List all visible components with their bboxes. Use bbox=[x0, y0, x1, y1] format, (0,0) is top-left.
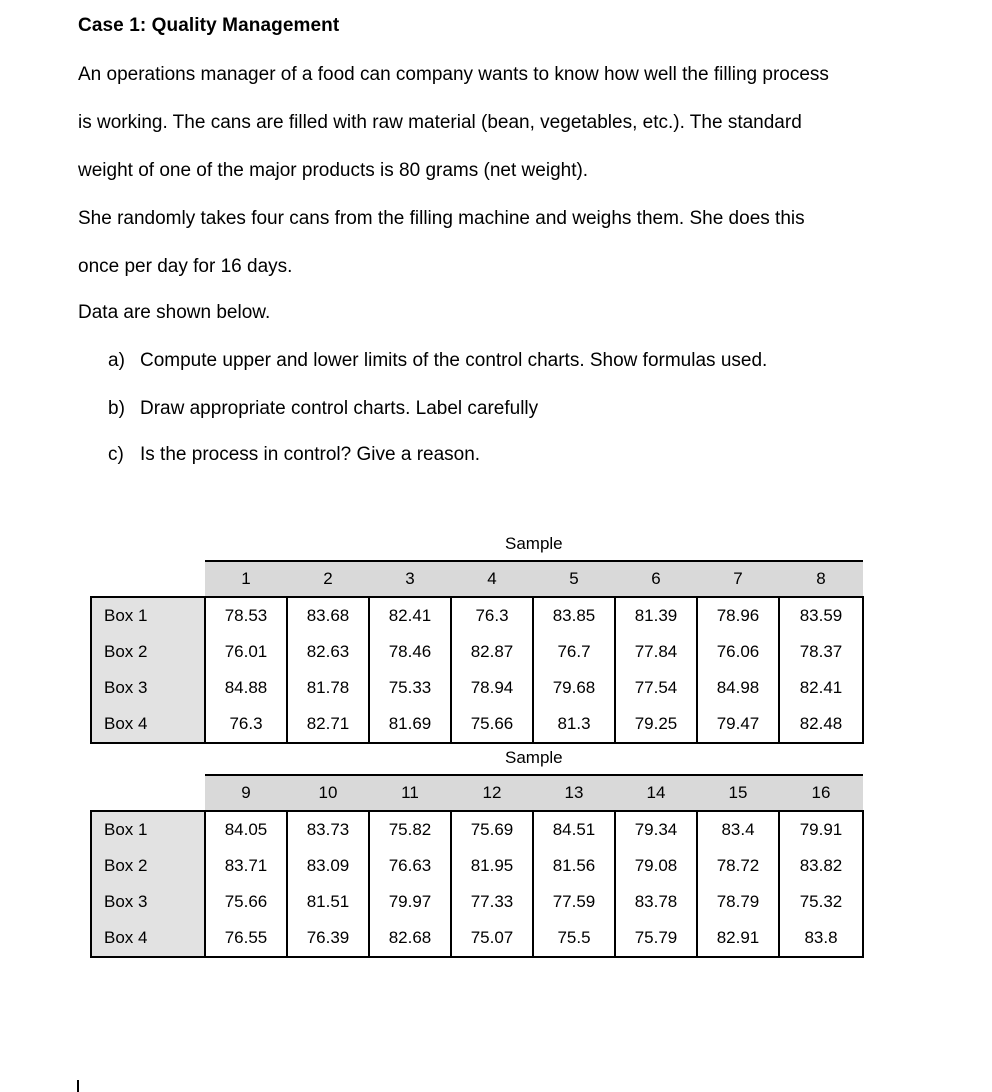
weight-cell: 77.54 bbox=[615, 670, 697, 706]
data-table-2 bbox=[90, 774, 864, 958]
header-spacer bbox=[91, 561, 205, 597]
paragraph-line: An operations manager of a food can company wants to know how well the filling process bbox=[78, 64, 829, 85]
paragraph-line: once per day for 16 days. bbox=[78, 256, 293, 277]
data-table-1 bbox=[90, 560, 864, 744]
weight-cell: 78.46 bbox=[369, 634, 451, 670]
weight-cell: 76.39 bbox=[287, 920, 369, 957]
weight-cell: 83.73 bbox=[287, 811, 369, 848]
sample-number: 8 bbox=[779, 561, 863, 597]
sample-number: 13 bbox=[533, 775, 615, 811]
weight-cell: 82.87 bbox=[451, 634, 533, 670]
question-a bbox=[108, 350, 767, 372]
question-label: c) bbox=[108, 444, 124, 465]
weight-cell: 84.05 bbox=[205, 811, 287, 848]
sample-heading: Sample bbox=[505, 534, 563, 553]
weight-cell: 81.56 bbox=[533, 848, 615, 884]
weight-cell: 77.33 bbox=[451, 884, 533, 920]
weight-cell: 78.79 bbox=[697, 884, 779, 920]
paragraph-line: weight of one of the major products is 80 grams (net weight). bbox=[78, 160, 589, 181]
sample-header-row bbox=[91, 561, 863, 597]
table-row bbox=[91, 920, 863, 957]
weight-cell: 83.8 bbox=[779, 920, 863, 957]
weight-cell: 77.84 bbox=[615, 634, 697, 670]
sample-number: 14 bbox=[615, 775, 697, 811]
paragraph-line: She randomly takes four cans from the filling machine and weighs them. She does this bbox=[78, 208, 805, 229]
weight-cell: 81.3 bbox=[533, 706, 615, 743]
weight-cell: 83.82 bbox=[779, 848, 863, 884]
header-spacer bbox=[91, 775, 205, 811]
sample-number: 6 bbox=[615, 561, 697, 597]
question-text: Compute upper and lower limits of the control charts. Show formulas used. bbox=[140, 350, 768, 371]
table-row bbox=[91, 706, 863, 743]
table-row bbox=[91, 884, 863, 920]
case-title: Case 1: Quality Management bbox=[78, 15, 340, 36]
question-b bbox=[108, 398, 538, 420]
weight-cell: 76.7 bbox=[533, 634, 615, 670]
table-row bbox=[91, 848, 863, 884]
weight-cell: 76.55 bbox=[205, 920, 287, 957]
weight-cell: 83.4 bbox=[697, 811, 779, 848]
table-row bbox=[91, 634, 863, 670]
weight-cell: 81.78 bbox=[287, 670, 369, 706]
weight-cell: 78.96 bbox=[697, 597, 779, 634]
question-text: Draw appropriate control charts. Label carefully bbox=[140, 398, 539, 419]
weight-cell: 76.63 bbox=[369, 848, 451, 884]
sample-number: 5 bbox=[533, 561, 615, 597]
box-label: Box 2 bbox=[91, 634, 205, 670]
weight-cell: 82.41 bbox=[779, 670, 863, 706]
sample-number: 11 bbox=[369, 775, 451, 811]
sample-number: 16 bbox=[779, 775, 863, 811]
table-row bbox=[91, 670, 863, 706]
weight-cell: 79.68 bbox=[533, 670, 615, 706]
weight-cell: 84.51 bbox=[533, 811, 615, 848]
weight-cell: 75.66 bbox=[205, 884, 287, 920]
box-label: Box 3 bbox=[91, 884, 205, 920]
question-label: a) bbox=[108, 350, 125, 371]
weight-cell: 82.91 bbox=[697, 920, 779, 957]
paragraph-line: is working. The cans are filled with raw material (bean, vegetables, etc.). The standard bbox=[78, 112, 802, 133]
sample-number: 4 bbox=[451, 561, 533, 597]
weight-cell: 78.72 bbox=[697, 848, 779, 884]
weight-cell: 75.07 bbox=[451, 920, 533, 957]
weight-cell: 75.5 bbox=[533, 920, 615, 957]
question-text: Is the process in control? Give a reason. bbox=[140, 444, 481, 465]
weight-cell: 75.82 bbox=[369, 811, 451, 848]
table-row bbox=[91, 597, 863, 634]
weight-cell: 77.59 bbox=[533, 884, 615, 920]
text-cursor-mark bbox=[77, 1080, 79, 1092]
question-label: b) bbox=[108, 398, 125, 419]
weight-cell: 82.48 bbox=[779, 706, 863, 743]
weight-cell: 81.51 bbox=[287, 884, 369, 920]
table-row bbox=[91, 811, 863, 848]
weight-cell: 84.98 bbox=[697, 670, 779, 706]
weight-cell: 83.85 bbox=[533, 597, 615, 634]
box-label: Box 4 bbox=[91, 706, 205, 743]
weight-cell: 79.34 bbox=[615, 811, 697, 848]
weight-cell: 79.97 bbox=[369, 884, 451, 920]
sample-header-row bbox=[91, 775, 863, 811]
weight-cell: 76.06 bbox=[697, 634, 779, 670]
weight-cell: 75.32 bbox=[779, 884, 863, 920]
weight-cell: 75.69 bbox=[451, 811, 533, 848]
weight-cell: 79.91 bbox=[779, 811, 863, 848]
box-label: Box 2 bbox=[91, 848, 205, 884]
weight-cell: 82.68 bbox=[369, 920, 451, 957]
weight-cell: 81.69 bbox=[369, 706, 451, 743]
weight-cell: 81.39 bbox=[615, 597, 697, 634]
weight-cell: 76.01 bbox=[205, 634, 287, 670]
weight-cell: 83.59 bbox=[779, 597, 863, 634]
box-label: Box 3 bbox=[91, 670, 205, 706]
box-label: Box 1 bbox=[91, 811, 205, 848]
weight-cell: 79.25 bbox=[615, 706, 697, 743]
weight-cell: 79.47 bbox=[697, 706, 779, 743]
weight-cell: 75.79 bbox=[615, 920, 697, 957]
weight-cell: 82.63 bbox=[287, 634, 369, 670]
sample-number: 7 bbox=[697, 561, 779, 597]
weight-cell: 78.94 bbox=[451, 670, 533, 706]
sample-number: 3 bbox=[369, 561, 451, 597]
sample-heading: Sample bbox=[505, 748, 563, 767]
sample-number: 10 bbox=[287, 775, 369, 811]
question-c bbox=[108, 444, 480, 466]
sample-number: 1 bbox=[205, 561, 287, 597]
weight-cell: 76.3 bbox=[451, 597, 533, 634]
weight-cell: 81.95 bbox=[451, 848, 533, 884]
sample-number: 2 bbox=[287, 561, 369, 597]
weight-cell: 78.37 bbox=[779, 634, 863, 670]
weight-cell: 79.08 bbox=[615, 848, 697, 884]
weight-cell: 78.53 bbox=[205, 597, 287, 634]
weight-cell: 82.71 bbox=[287, 706, 369, 743]
weight-cell: 83.09 bbox=[287, 848, 369, 884]
box-label: Box 1 bbox=[91, 597, 205, 634]
weight-cell: 83.68 bbox=[287, 597, 369, 634]
weight-cell: 75.66 bbox=[451, 706, 533, 743]
sample-number: 15 bbox=[697, 775, 779, 811]
sample-number: 9 bbox=[205, 775, 287, 811]
paragraph-line: Data are shown below. bbox=[78, 302, 271, 323]
weight-cell: 76.3 bbox=[205, 706, 287, 743]
weight-cell: 83.78 bbox=[615, 884, 697, 920]
sample-number: 12 bbox=[451, 775, 533, 811]
weight-cell: 83.71 bbox=[205, 848, 287, 884]
box-label: Box 4 bbox=[91, 920, 205, 957]
weight-cell: 82.41 bbox=[369, 597, 451, 634]
weight-cell: 75.33 bbox=[369, 670, 451, 706]
weight-cell: 84.88 bbox=[205, 670, 287, 706]
